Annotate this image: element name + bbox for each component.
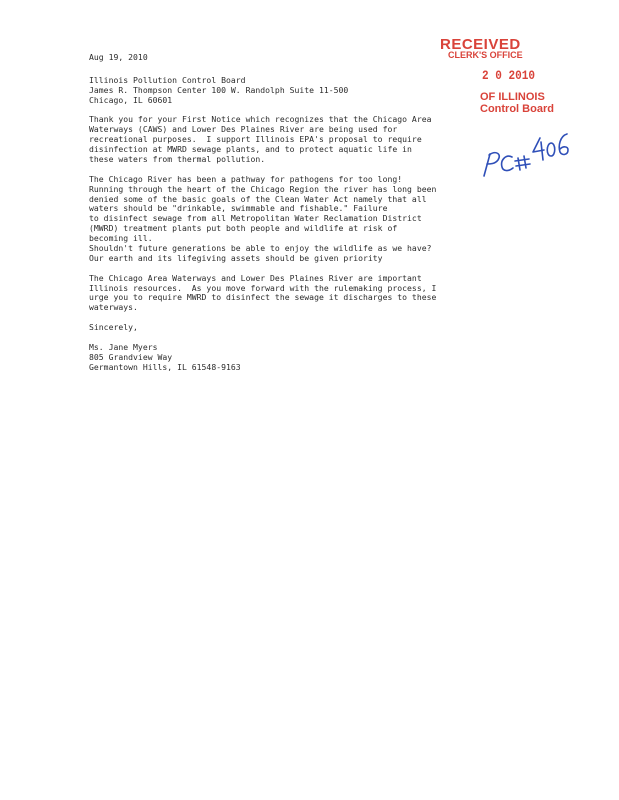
- paragraph-line: (MWRD) treatment plants put both people and wildlife at risk of: [89, 223, 398, 234]
- letter-body: [89, 53, 489, 373]
- spacer: [89, 313, 489, 323]
- received-stamp: [440, 36, 560, 126]
- signature-name: Ms. Jane Myers: [89, 341, 158, 352]
- paragraph-line: Waterways (CAWS) and Lower Des Plaines River are being used for: [89, 124, 398, 135]
- paragraph-line: these waters from thermal pollution.: [89, 154, 266, 165]
- handwritten-pc-number: [478, 130, 578, 185]
- stamp-date: 2 0 2010: [482, 68, 536, 83]
- paragraph-line: The Chicago Area Waterways and Lower Des Plaines River are important: [89, 272, 422, 283]
- stamp-office-text: CLERK'S OFFICE: [448, 50, 523, 60]
- stamp-state-text: OF ILLINOIS: [480, 91, 545, 103]
- paragraph-line: waters should be "drinkable, swimmable and fishable." Failure: [89, 203, 388, 214]
- recipient-line: James R. Thompson Center 100 W. Randolph Suite 11-500: [89, 84, 349, 95]
- paragraph-line: recreational purposes. I support Illinois EPA's proposal to require: [89, 134, 422, 145]
- recipient-line: Chicago, IL 60601: [89, 94, 173, 105]
- paragraph-line: urge you to require MWRD to disinfect the sewage it discharges to these: [89, 292, 437, 303]
- stamp-board-text: Control Board: [480, 103, 554, 115]
- closing: Sincerely,: [89, 322, 138, 333]
- recipient-address: [89, 76, 489, 106]
- spacer: [89, 63, 489, 76]
- signature-city: Germantown Hills, IL 61548-9163: [89, 361, 241, 372]
- paragraph-line: Our earth and its lifegiving assets should be given priority: [89, 252, 383, 263]
- paragraph-3: [89, 274, 489, 314]
- paragraph-2: [89, 175, 489, 264]
- paragraph-line: waterways.: [89, 302, 138, 313]
- paragraph-line: Illinois resources. As you move forward with the rulemaking process, I: [89, 282, 437, 293]
- paragraph-1: [89, 115, 489, 164]
- paragraph-line: Shouldn't future generations be able to enjoy the wildlife as we have?: [89, 243, 432, 254]
- paragraph-line: The Chicago River has been a pathway for pathogens for too long!: [89, 173, 403, 184]
- signature-address: 805 Grandview Way: [89, 351, 173, 362]
- stamp-received-text: RECEIVED: [440, 36, 521, 53]
- paragraph-line: Running through the heart of the Chicago Region the river has long been: [89, 183, 437, 194]
- paragraph-line: becoming ill.: [89, 233, 153, 244]
- letter-date: Aug 19, 2010: [89, 52, 148, 62]
- paragraph-line: denied some of the basic goals of the Clean Water Act namely that all: [89, 193, 427, 204]
- paragraph-line: Thank you for your First Notice which recognizes that the Chicago Area: [89, 114, 432, 125]
- paragraph-line: disinfection at MWRD sewage plants, and to protect aquatic life in: [89, 144, 412, 155]
- paragraph-line: to disinfect sewage from all Metropolitan Water Reclamation District: [89, 213, 422, 224]
- recipient-line: Illinois Pollution Control Board: [89, 74, 246, 85]
- signature-block: [89, 343, 489, 373]
